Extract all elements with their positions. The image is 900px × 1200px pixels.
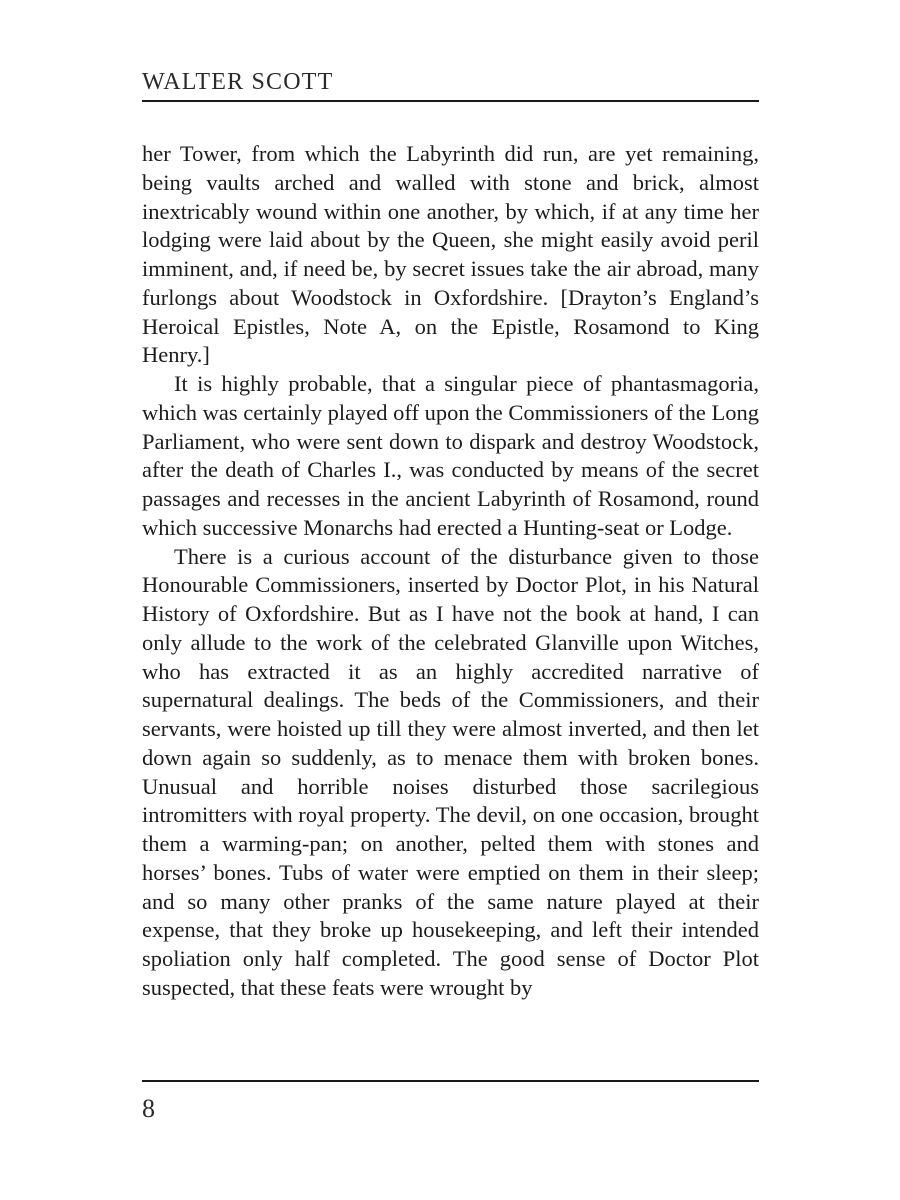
- paragraph-continued: her Tower, from which the Labyrinth did run, are yet remaining, being vaults arched and walled with stone and brick, almost inextricably wound within one another, by which, if at any time her lodging were laid about by the Queen, she might easily avoid peril imminent, and, if need be, by secret issues take the air abroad, many furlongs about Woodstock in Oxfordshire. [Drayton’s England’s Heroical Epistles, Note A, on the Epistle, Rosamond to King Henry.]: [142, 141, 759, 368]
- page-number: 8: [142, 1094, 155, 1123]
- paragraph: It is highly probable, that a singular piece of phantasmagoria, which was certainly played off upon the Commissioners of the Long Parliament, who were sent down to dispark and destroy Woodstock, after the death of Charles I., was conducted by means of the secret passages and recesses in the ancient Labyrinth of Rosamond, round which successive Monarchs had erected a Hunting-seat or Lodge.: [142, 371, 759, 540]
- paragraph: There is a curious account of the disturbance given to those Honourable Commissioners, inserted by Doctor Plot, in his Natural History of Oxfordshire. But as I have not the book at hand, I can only allude to the work of the celebrated Glanville upon Witches, who has extracted it as an highly accredited narrative of supernatural dealings. The beds of the Commissioners, and their servants, were hoisted up till they were almost inverted, and then let down again so suddenly, as to menace them with broken bones. Unusual and horrible noises disturbed those sacrilegious intromitters with royal property. The devil, on one occasion, brought them a warming-pan; on another, pelted them with stones and horses’ bones. Tubs of water were emptied on them in their sleep; and so many other pranks of the same nature played at their expense, that they broke up housekeeping, and left their intended spoliation only half completed. The good sense of Doctor Plot suspected, that these feats were wrought by: [142, 543, 759, 1000]
- footer-rule: [142, 1080, 759, 1082]
- header-rule: [142, 100, 759, 102]
- running-head-title: WALTER SCOTT: [142, 69, 334, 95]
- body-text: [142, 140, 759, 1003]
- book-page: [142, 0, 759, 1200]
